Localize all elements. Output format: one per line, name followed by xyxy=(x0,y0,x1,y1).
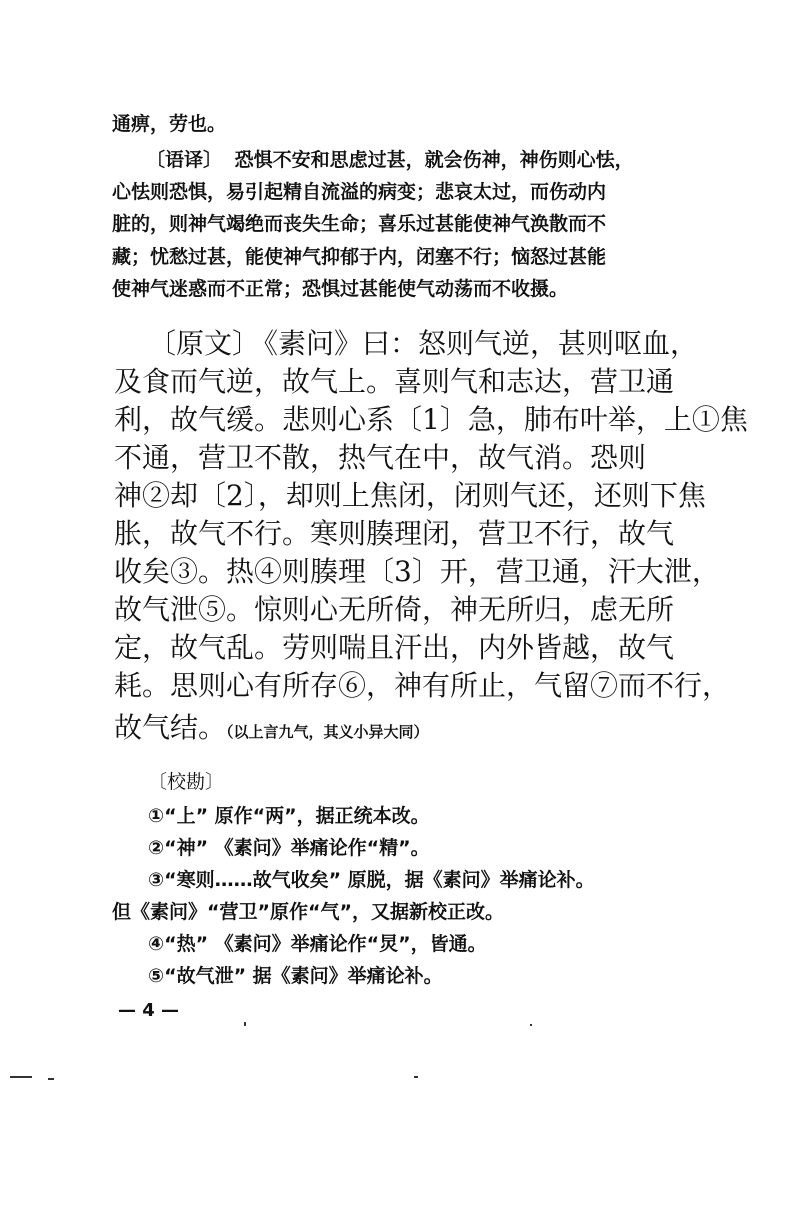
original-line-6: 胀，故气不行。寒则腠理闭，营卫不行，故气 xyxy=(114,517,675,550)
translation-line-1 xyxy=(146,142,634,178)
scan-speck xyxy=(10,1076,32,1078)
original-text-11: 故气结。 xyxy=(114,711,227,744)
original-line-4: 不通，营卫不散，热气在中，故气消。恐则 xyxy=(114,441,647,474)
collation-item-5: ⑤“故气泄” 据《素问》举痛论补。 xyxy=(148,965,443,987)
original-text-1: 《素问》曰：怒则气逆，甚则呕血， xyxy=(264,327,699,360)
original-line-10: 耗。思则心有所存⑥，神有所止，气留⑦而不行， xyxy=(114,669,731,702)
collation-item-3: ③“寒则……故气收矣” 原脱，据《素问》举痛论补。 xyxy=(148,869,595,891)
original-line-7: 收矣③。热④则腠理〔3〕开，营卫通，汗大泄， xyxy=(114,555,720,588)
translation-text-1: 恐惧不安和思虑过甚，就会伤神，神伤则心怯， xyxy=(234,149,634,171)
collation-label: 〔校勘〕 xyxy=(148,771,225,793)
collation-item-2: ②“神” 《素问》举痛论作“精”。 xyxy=(148,837,430,859)
original-line-1 xyxy=(148,324,698,364)
original-line-8: 故气泄⑤。惊则心无所倚，神无所归，虑无所 xyxy=(114,593,675,626)
collation-item-4: ④“热” 《素问》举痛论作“炅”，皆通。 xyxy=(148,933,487,955)
scan-speck xyxy=(414,1076,418,1078)
scan-speck xyxy=(48,1078,54,1080)
original-label: 〔原文〕 xyxy=(148,327,261,360)
original-line-11 xyxy=(114,708,429,752)
translation-line-5: 使神气迷惑而不正常；恐惧过甚能使气动荡而不收摄。 xyxy=(112,278,569,300)
continued-text: 通痹，劳也。 xyxy=(112,113,227,135)
collation-item-1: ①“上” 原作“两”，据正统本改。 xyxy=(148,805,430,827)
translation-line-2: 心怯则恐惧，易引起精自流溢的病变；悲哀太过，而伤动内 xyxy=(112,181,607,203)
collation-item-3-cont: 但《素问》“营卫”原作“气”，又据新校正改。 xyxy=(112,901,504,923)
original-line-5: 神②却〔2〕，却则上焦闭，闭则气还，还则下焦 xyxy=(114,479,706,512)
original-line-9: 定，故气乱。劳则喘且汗出，内外皆越，故气 xyxy=(114,631,675,664)
original-line-2: 及食而气逆，故气上。喜则气和志达，营卫通 xyxy=(114,365,675,398)
translation-line-3: 脏的，则神气竭绝而丧失生命；喜乐过甚能使神气涣散而不 xyxy=(112,213,607,235)
translation-line-4: 藏；忧愁过甚，能使神气抑郁于内，闭塞不行；恼怒过甚能 xyxy=(112,246,607,268)
page-number: — 4 — xyxy=(118,1000,180,1021)
scan-speck xyxy=(244,1022,246,1026)
translation-label: 〔语译〕 xyxy=(146,149,223,171)
original-note: （以上言九气，其义小异大同） xyxy=(226,723,429,741)
scan-speck xyxy=(530,1024,532,1026)
original-line-3: 利，故气缓。悲则心系〔1〕急，肺布叶举，上①焦 xyxy=(114,403,748,436)
